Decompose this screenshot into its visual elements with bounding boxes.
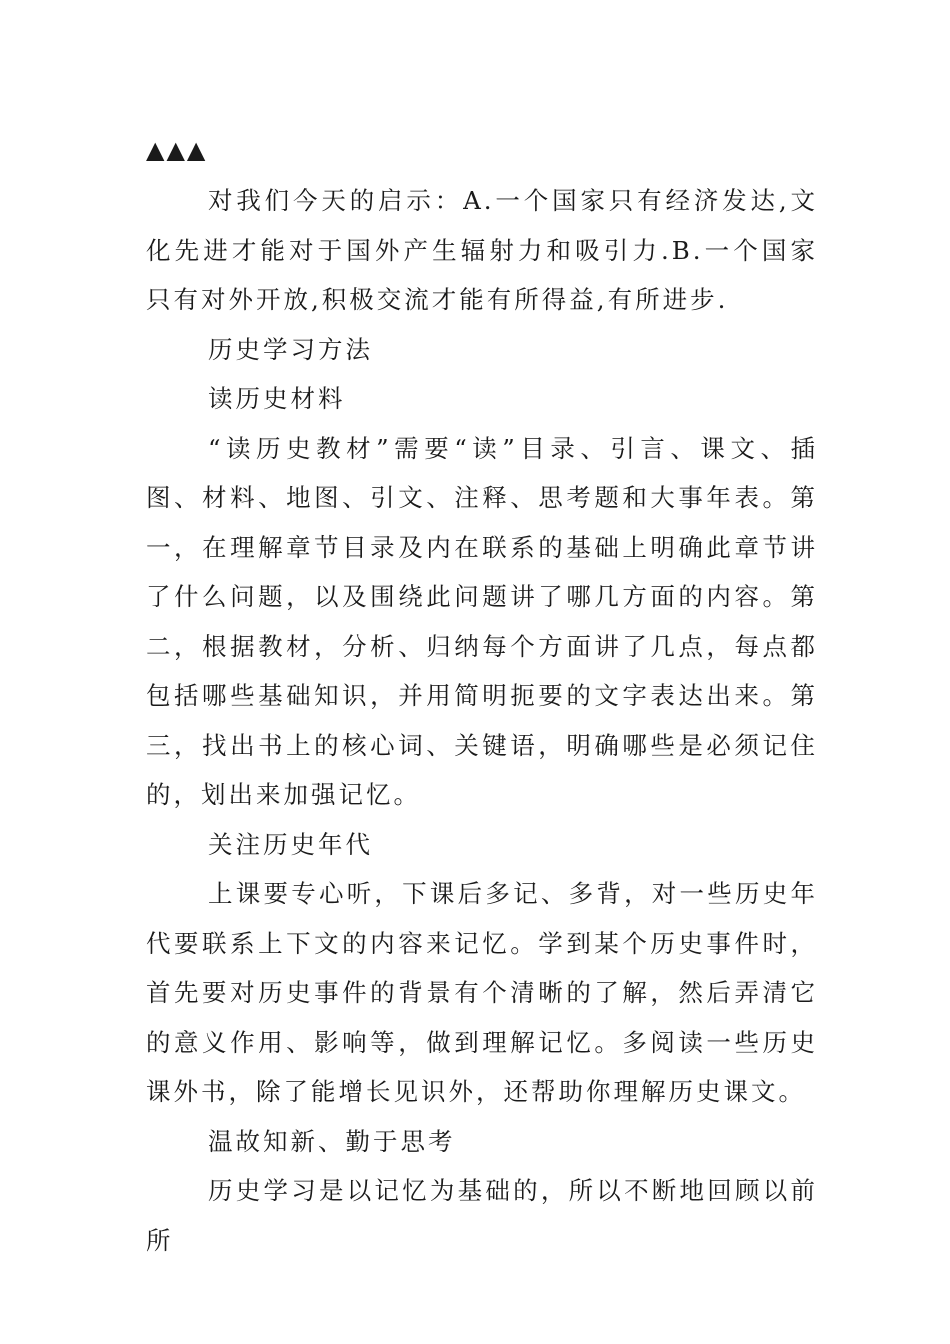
document-page [146, 128, 818, 1265]
paragraph-historical-dates: 上课要专心听，下课后多记、多背，对一些历史年代要联系上下文的内容来记忆。学到某个历史事件时，首先要对历史事件的背景有个清晰的了解，然后弄清它的意义作用、影响等，做到理解记忆。多阅读一些历史课外书，除了能增长见识外，还帮助你理解历史课文。 [146, 879, 818, 1106]
paragraph-read-textbook: “读历史教材”需要“读”目录、引言、课文、插图、材料、地图、引文、注释、思考题和大事年表。第一，在理解章节目录及内在联系的基础上明确此章节讲了什么问题，以及围绕此问题讲了哪几方面的内容。第二，根据教材，分析、归纳每个方面讲了几点，每点都包括哪些基础知识，并用简明扼要的文字表达出来。第三，找出书上的核心词、关键语，明确哪些是必须记住的，划出来加强记忆。 [146, 433, 818, 809]
heading-study-methods: 历史学习方法 [208, 334, 373, 364]
paragraph-review-and-think: 历史学习是以记忆为基础的，所以不断地回顾以前所 [146, 1176, 818, 1255]
paragraph-enlightenment: 对我们今天的启示：A.一个国家只有经济发达,文化先进才能对于国外产生辐射力和吸引力.B.一个国家只有对外开放,积极交流才能有所得益,有所进步. [146, 186, 818, 314]
heading-review-and-think: 温故知新、勤于思考 [208, 1126, 456, 1156]
triangle-marks: ▲▲▲ [146, 136, 208, 164]
heading-historical-dates: 关注历史年代 [208, 829, 373, 859]
heading-read-materials: 读历史材料 [208, 384, 346, 413]
